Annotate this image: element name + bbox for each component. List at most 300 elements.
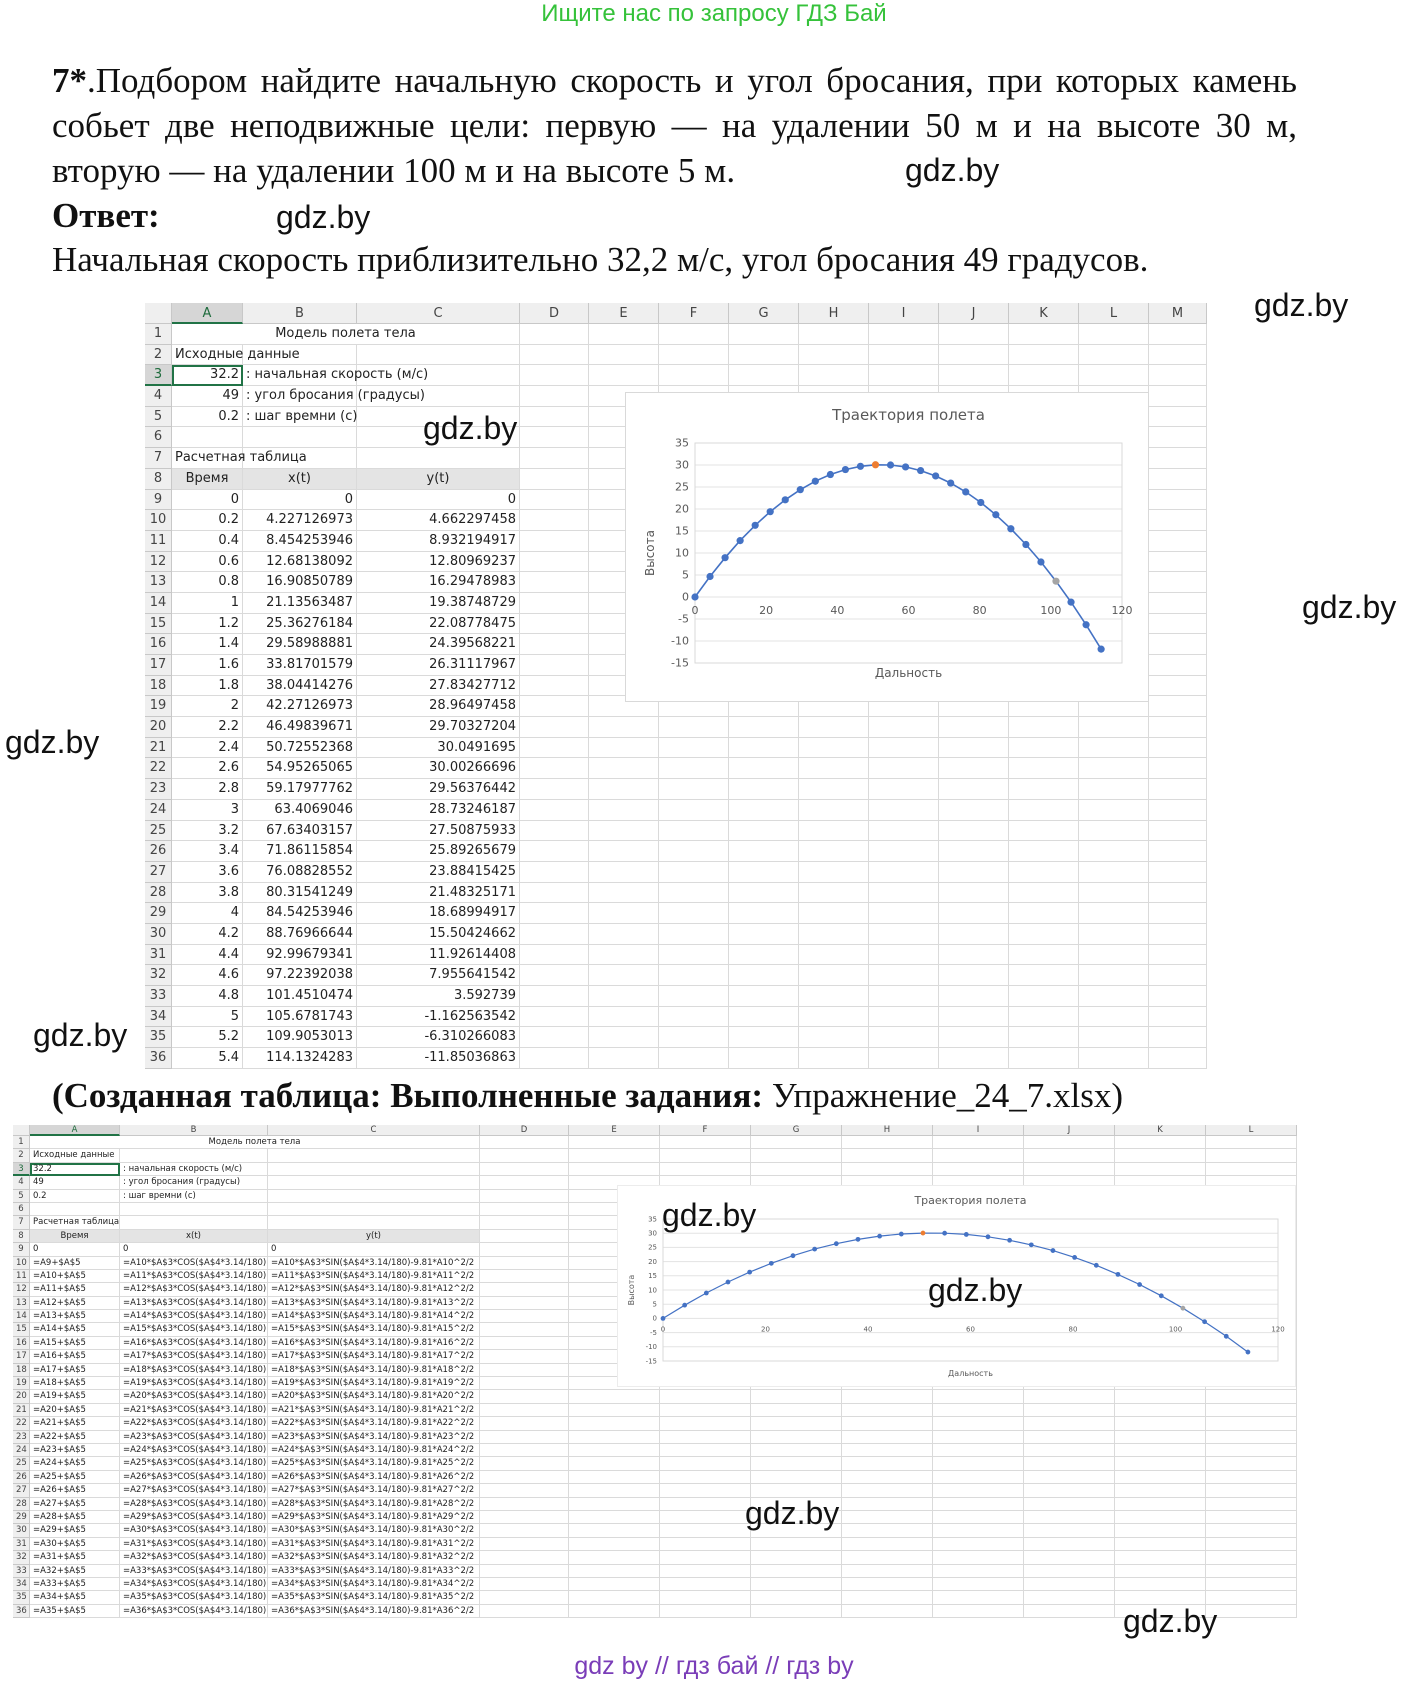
cell-empty[interactable] [939, 883, 1009, 904]
cell-empty[interactable] [751, 1457, 842, 1470]
cell-b[interactable] [120, 1591, 268, 1604]
cell-a[interactable] [30, 1390, 120, 1403]
cell-empty[interactable] [660, 1591, 751, 1604]
column-header-b[interactable] [120, 1125, 268, 1136]
row-header[interactable]: 8 [13, 1230, 30, 1243]
cell-empty[interactable] [1206, 1417, 1297, 1430]
cell-empty[interactable] [520, 469, 589, 490]
row-header[interactable]: 9 [13, 1243, 30, 1256]
cell-empty[interactable] [589, 841, 659, 862]
cell-empty[interactable] [589, 1007, 659, 1028]
cell-empty[interactable] [480, 1511, 569, 1524]
cell-c[interactable] [268, 1417, 480, 1430]
cell-empty[interactable] [569, 1565, 660, 1578]
cell-empty[interactable] [1079, 717, 1149, 738]
cell-empty[interactable] [480, 1350, 569, 1363]
cell-b[interactable] [243, 758, 357, 779]
cell-empty[interactable] [1149, 593, 1207, 614]
row-header[interactable]: 9 [145, 490, 172, 511]
cell-empty[interactable] [842, 1484, 933, 1497]
cell-empty[interactable] [869, 862, 939, 883]
cell-empty[interactable] [1079, 821, 1149, 842]
row-header[interactable]: 18 [145, 676, 172, 697]
cell-empty[interactable] [1149, 779, 1207, 800]
cell-c[interactable] [268, 1444, 480, 1457]
cell-c[interactable] [268, 1524, 480, 1537]
cell-c[interactable] [357, 821, 520, 842]
cell-a[interactable] [30, 1417, 120, 1430]
cell-empty[interactable] [1079, 800, 1149, 821]
cell-empty[interactable] [480, 1190, 569, 1203]
cell-empty[interactable] [869, 821, 939, 842]
cell-a[interactable] [172, 986, 243, 1007]
cell-empty[interactable] [869, 758, 939, 779]
cell-empty[interactable] [1009, 717, 1079, 738]
cell-empty[interactable] [660, 1431, 751, 1444]
cell-empty[interactable] [520, 800, 589, 821]
cell-empty[interactable] [933, 1524, 1024, 1537]
cell-empty[interactable] [939, 324, 1009, 345]
cell-empty[interactable] [842, 1498, 933, 1511]
cell-empty[interactable] [1024, 1565, 1115, 1578]
cell-empty[interactable] [520, 407, 589, 428]
cell-empty[interactable] [799, 1007, 869, 1028]
row-header[interactable]: 32 [145, 965, 172, 986]
cell-empty[interactable] [569, 1404, 660, 1417]
cell-empty[interactable] [480, 1163, 569, 1176]
cell-empty[interactable] [1149, 924, 1207, 945]
cell-empty[interactable] [1149, 758, 1207, 779]
cell-empty[interactable] [939, 1027, 1009, 1048]
cell-a[interactable] [30, 1310, 120, 1323]
cell-empty[interactable] [939, 717, 1009, 738]
cell-c[interactable] [357, 717, 520, 738]
cell-empty[interactable] [589, 800, 659, 821]
cell-empty[interactable] [480, 1297, 569, 1310]
row-header[interactable]: 15 [145, 614, 172, 635]
row-header[interactable]: 3 [145, 365, 172, 386]
row-header[interactable]: 6 [145, 427, 172, 448]
cell-c[interactable] [268, 1283, 480, 1296]
cell-empty[interactable] [589, 965, 659, 986]
column-header-l[interactable] [1206, 1125, 1297, 1136]
cell-empty[interactable] [659, 717, 729, 738]
cell-c[interactable] [357, 758, 520, 779]
cell-empty[interactable] [799, 365, 869, 386]
row-header[interactable]: 2 [145, 345, 172, 366]
cell-c[interactable] [268, 1404, 480, 1417]
cell-empty[interactable] [799, 324, 869, 345]
cell-a[interactable] [30, 1538, 120, 1551]
cell-a[interactable] [172, 800, 243, 821]
cell-empty[interactable] [1009, 986, 1079, 1007]
row-header[interactable]: 13 [13, 1297, 30, 1310]
cell-empty[interactable] [659, 365, 729, 386]
cell-b[interactable] [120, 1243, 268, 1256]
cell-empty[interactable] [1079, 945, 1149, 966]
cell-empty[interactable] [1024, 1484, 1115, 1497]
cell-empty[interactable] [1206, 1404, 1297, 1417]
cell-b[interactable] [120, 1511, 268, 1524]
cell-empty[interactable] [869, 903, 939, 924]
column-header-k[interactable] [1009, 303, 1079, 324]
cell-a[interactable] [172, 552, 243, 573]
row-header[interactable]: 36 [145, 1048, 172, 1069]
cell-c[interactable] [357, 345, 520, 366]
cell-c[interactable] [268, 1431, 480, 1444]
cell-empty[interactable] [729, 738, 799, 759]
cell-empty[interactable] [1079, 738, 1149, 759]
row-header[interactable]: 7 [145, 448, 172, 469]
row-header[interactable]: 29 [145, 903, 172, 924]
cell-empty[interactable] [660, 1163, 751, 1176]
cell-empty[interactable] [520, 345, 589, 366]
cell-b[interactable] [243, 883, 357, 904]
cell-c[interactable] [268, 1498, 480, 1511]
cell-empty[interactable] [1115, 1417, 1206, 1430]
cell-empty[interactable] [751, 1404, 842, 1417]
cell-empty[interactable] [659, 345, 729, 366]
cell-empty[interactable] [1079, 924, 1149, 945]
cell-a[interactable] [172, 758, 243, 779]
column-header-e[interactable] [569, 1125, 660, 1136]
cell-c[interactable] [357, 676, 520, 697]
cell-empty[interactable] [933, 1471, 1024, 1484]
column-header-g[interactable] [751, 1125, 842, 1136]
cell-empty[interactable] [660, 1605, 751, 1618]
cell-empty[interactable] [480, 1457, 569, 1470]
cell-empty[interactable] [1115, 1404, 1206, 1417]
cell-b[interactable] [120, 1404, 268, 1417]
cell-c[interactable] [357, 800, 520, 821]
cell-empty[interactable] [1149, 469, 1207, 490]
cell-empty[interactable] [799, 945, 869, 966]
cell-b[interactable] [243, 490, 357, 511]
cell-empty[interactable] [869, 365, 939, 386]
cell-c[interactable] [357, 1007, 520, 1028]
cell-empty[interactable] [729, 924, 799, 945]
cell-b[interactable] [120, 1257, 268, 1270]
cell-empty[interactable] [939, 965, 1009, 986]
cell-empty[interactable] [842, 1444, 933, 1457]
cell-empty[interactable] [589, 365, 659, 386]
cell-empty[interactable] [480, 1364, 569, 1377]
cell-empty[interactable] [660, 1457, 751, 1470]
cell-empty[interactable] [520, 593, 589, 614]
cell-empty[interactable] [729, 965, 799, 986]
cell-empty[interactable] [1149, 490, 1207, 511]
cell-empty[interactable] [1024, 1149, 1115, 1162]
cell-empty[interactable] [869, 779, 939, 800]
cell-empty[interactable] [933, 1417, 1024, 1430]
cell-empty[interactable] [520, 717, 589, 738]
cell-empty[interactable] [842, 1404, 933, 1417]
cell-empty[interactable] [933, 1578, 1024, 1591]
column-header-e[interactable] [589, 303, 659, 324]
cell-empty[interactable] [659, 758, 729, 779]
cell-b[interactable] [243, 779, 357, 800]
cell-c[interactable] [268, 1578, 480, 1591]
cell-a[interactable] [30, 1283, 120, 1296]
cell-empty[interactable] [659, 841, 729, 862]
select-all-corner[interactable] [145, 303, 172, 324]
cell-empty[interactable] [1024, 1605, 1115, 1618]
column-header-g[interactable] [729, 303, 799, 324]
cell-empty[interactable] [659, 883, 729, 904]
cell-b[interactable] [120, 1484, 268, 1497]
cell-empty[interactable] [480, 1484, 569, 1497]
cell-b[interactable] [120, 1605, 268, 1618]
selected-cell-a3[interactable] [172, 365, 243, 386]
cell-a[interactable] [172, 903, 243, 924]
cell-b[interactable] [243, 510, 357, 531]
row-header[interactable]: 3 [13, 1163, 30, 1176]
cell-empty[interactable] [480, 1323, 569, 1336]
cell-empty[interactable] [1009, 945, 1079, 966]
row-header[interactable]: 23 [145, 779, 172, 800]
cell-b[interactable] [120, 1350, 268, 1363]
cell-b[interactable] [120, 1390, 268, 1403]
cell-empty[interactable] [933, 1484, 1024, 1497]
cell-empty[interactable] [939, 924, 1009, 945]
cell-empty[interactable] [569, 1511, 660, 1524]
cell-empty[interactable] [1149, 572, 1207, 593]
cell-empty[interactable] [589, 758, 659, 779]
cell-empty[interactable] [729, 365, 799, 386]
trajectory-chart[interactable] [625, 392, 1149, 702]
cell-empty[interactable] [520, 552, 589, 573]
cell-c[interactable] [268, 1538, 480, 1551]
cell-a[interactable] [30, 1216, 120, 1229]
cell-a[interactable] [172, 386, 243, 407]
cell-c[interactable] [268, 1310, 480, 1323]
cell-empty[interactable] [1149, 800, 1207, 821]
cell-empty[interactable] [659, 862, 729, 883]
cell-a[interactable] [30, 1565, 120, 1578]
cell-empty[interactable] [939, 345, 1009, 366]
cell-empty[interactable] [480, 1404, 569, 1417]
cell-c[interactable] [357, 614, 520, 635]
column-header-i[interactable] [869, 303, 939, 324]
cell-a[interactable] [30, 1444, 120, 1457]
cell-c[interactable] [357, 1048, 520, 1069]
cell-empty[interactable] [659, 779, 729, 800]
cell-empty[interactable] [480, 1565, 569, 1578]
column-header-m[interactable] [1149, 303, 1207, 324]
row-header[interactable]: 30 [145, 924, 172, 945]
cell-b[interactable] [120, 1190, 268, 1203]
cell-empty[interactable] [1024, 1390, 1115, 1403]
cell-empty[interactable] [1206, 1136, 1297, 1149]
cell-a[interactable] [172, 883, 243, 904]
cell-empty[interactable] [480, 1230, 569, 1243]
cell-empty[interactable] [1149, 945, 1207, 966]
cell-c[interactable] [268, 1377, 480, 1390]
cell-empty[interactable] [1149, 986, 1207, 1007]
cell-empty[interactable] [933, 1511, 1024, 1524]
cell-empty[interactable] [1149, 655, 1207, 676]
cell-empty[interactable] [1009, 862, 1079, 883]
cell-empty[interactable] [660, 1136, 751, 1149]
cell-b[interactable] [243, 800, 357, 821]
column-header-c[interactable] [357, 303, 520, 324]
cell-empty[interactable] [589, 862, 659, 883]
cell-empty[interactable] [729, 779, 799, 800]
cell-c[interactable] [357, 986, 520, 1007]
cell-empty[interactable] [1206, 1498, 1297, 1511]
cell-empty[interactable] [939, 862, 1009, 883]
cell-empty[interactable] [520, 924, 589, 945]
cell-b[interactable] [243, 1048, 357, 1069]
cell-empty[interactable] [480, 1310, 569, 1323]
cell-a[interactable] [172, 614, 243, 635]
cell-empty[interactable] [1149, 634, 1207, 655]
cell-c[interactable] [357, 841, 520, 862]
cell-a[interactable] [30, 1176, 120, 1189]
cell-empty[interactable] [1206, 1149, 1297, 1162]
column-header-a[interactable] [172, 303, 243, 324]
cell-empty[interactable] [1206, 1457, 1297, 1470]
cell-c[interactable] [268, 1457, 480, 1470]
cell-empty[interactable] [1115, 1390, 1206, 1403]
cell-empty[interactable] [729, 324, 799, 345]
row-header[interactable]: 35 [145, 1027, 172, 1048]
cell-empty[interactable] [939, 779, 1009, 800]
cell-c[interactable] [268, 1270, 480, 1283]
cell-empty[interactable] [842, 1538, 933, 1551]
cell-empty[interactable] [589, 324, 659, 345]
cell-empty[interactable] [1149, 1027, 1207, 1048]
cell-empty[interactable] [869, 717, 939, 738]
row-header[interactable]: 29 [13, 1511, 30, 1524]
cell-b[interactable] [243, 903, 357, 924]
cell-empty[interactable] [520, 862, 589, 883]
cell-empty[interactable] [1115, 1511, 1206, 1524]
cell-empty[interactable] [933, 1136, 1024, 1149]
cell-empty[interactable] [1206, 1471, 1297, 1484]
cell-b[interactable] [120, 1310, 268, 1323]
cell-empty[interactable] [1149, 821, 1207, 842]
cell-empty[interactable] [729, 986, 799, 1007]
cell-empty[interactable] [799, 924, 869, 945]
cell-a[interactable] [172, 1048, 243, 1069]
cell-c[interactable] [357, 862, 520, 883]
cell-empty[interactable] [1009, 841, 1079, 862]
cell-c[interactable] [357, 965, 520, 986]
cell-empty[interactable] [569, 1578, 660, 1591]
cell-empty[interactable] [933, 1431, 1024, 1444]
cell-empty[interactable] [480, 1498, 569, 1511]
column-header-f[interactable] [660, 1125, 751, 1136]
cell-empty[interactable] [520, 531, 589, 552]
cell-a[interactable] [30, 1203, 120, 1216]
cell-empty[interactable] [869, 883, 939, 904]
cell-empty[interactable] [659, 924, 729, 945]
cell-empty[interactable] [659, 903, 729, 924]
cell-b[interactable] [243, 841, 357, 862]
cell-empty[interactable] [520, 655, 589, 676]
cell-empty[interactable] [569, 1551, 660, 1564]
cell-empty[interactable] [1206, 1390, 1297, 1403]
column-header-j[interactable] [1024, 1125, 1115, 1136]
row-header[interactable]: 24 [13, 1444, 30, 1457]
cell-empty[interactable] [1009, 965, 1079, 986]
cell-empty[interactable] [842, 1605, 933, 1618]
cell-empty[interactable] [1149, 738, 1207, 759]
cell-c[interactable] [357, 593, 520, 614]
cell-c[interactable] [268, 1591, 480, 1604]
cell-empty[interactable] [480, 1390, 569, 1403]
cell-a[interactable] [30, 1457, 120, 1470]
cell-empty[interactable] [729, 1007, 799, 1028]
cell-empty[interactable] [933, 1605, 1024, 1618]
cell-c[interactable] [357, 490, 520, 511]
sheet-title-cell[interactable] [172, 324, 520, 345]
cell-empty[interactable] [1009, 1007, 1079, 1028]
cell-b[interactable] [243, 821, 357, 842]
cell-b[interactable] [120, 1283, 268, 1296]
cell-c[interactable] [268, 1484, 480, 1497]
cell-empty[interactable] [939, 1048, 1009, 1069]
cell-empty[interactable] [1009, 821, 1079, 842]
cell-empty[interactable] [659, 1027, 729, 1048]
cell-c[interactable] [357, 552, 520, 573]
cell-empty[interactable] [842, 1524, 933, 1537]
cell-empty[interactable] [520, 779, 589, 800]
cell-a[interactable] [172, 510, 243, 531]
cell-empty[interactable] [939, 903, 1009, 924]
column-header-d[interactable] [480, 1125, 569, 1136]
cell-empty[interactable] [1009, 924, 1079, 945]
cell-empty[interactable] [1079, 862, 1149, 883]
cell-b[interactable] [120, 1444, 268, 1457]
cell-empty[interactable] [729, 1048, 799, 1069]
cell-empty[interactable] [1149, 510, 1207, 531]
row-header[interactable]: 14 [13, 1310, 30, 1323]
cell-b[interactable] [243, 552, 357, 573]
cell-empty[interactable] [480, 1524, 569, 1537]
cell-empty[interactable] [569, 1605, 660, 1618]
cell-a[interactable] [30, 1364, 120, 1377]
cell-b[interactable] [243, 531, 357, 552]
cell-a[interactable] [30, 1605, 120, 1618]
cell-b[interactable] [120, 1551, 268, 1564]
row-header[interactable]: 8 [145, 469, 172, 490]
cell-empty[interactable] [751, 1431, 842, 1444]
cell-b[interactable] [243, 676, 357, 697]
cell-empty[interactable] [799, 841, 869, 862]
cell-a[interactable] [30, 1257, 120, 1270]
cell-empty[interactable] [1149, 841, 1207, 862]
cell-empty[interactable] [1024, 1538, 1115, 1551]
cell-empty[interactable] [751, 1136, 842, 1149]
cell-b[interactable] [120, 1176, 268, 1189]
row-header[interactable]: 20 [145, 717, 172, 738]
cell-b[interactable] [120, 1565, 268, 1578]
cell-empty[interactable] [660, 1149, 751, 1162]
cell-empty[interactable] [1009, 883, 1079, 904]
column-header-h[interactable] [799, 303, 869, 324]
cell-empty[interactable] [869, 345, 939, 366]
cell-c[interactable] [268, 1471, 480, 1484]
cell-empty[interactable] [1206, 1524, 1297, 1537]
cell-c[interactable] [268, 1364, 480, 1377]
column-header-l[interactable] [1079, 303, 1149, 324]
cell-empty[interactable] [1149, 965, 1207, 986]
row-header[interactable]: 28 [145, 883, 172, 904]
cell-empty[interactable] [1009, 779, 1079, 800]
row-header[interactable]: 15 [13, 1323, 30, 1336]
